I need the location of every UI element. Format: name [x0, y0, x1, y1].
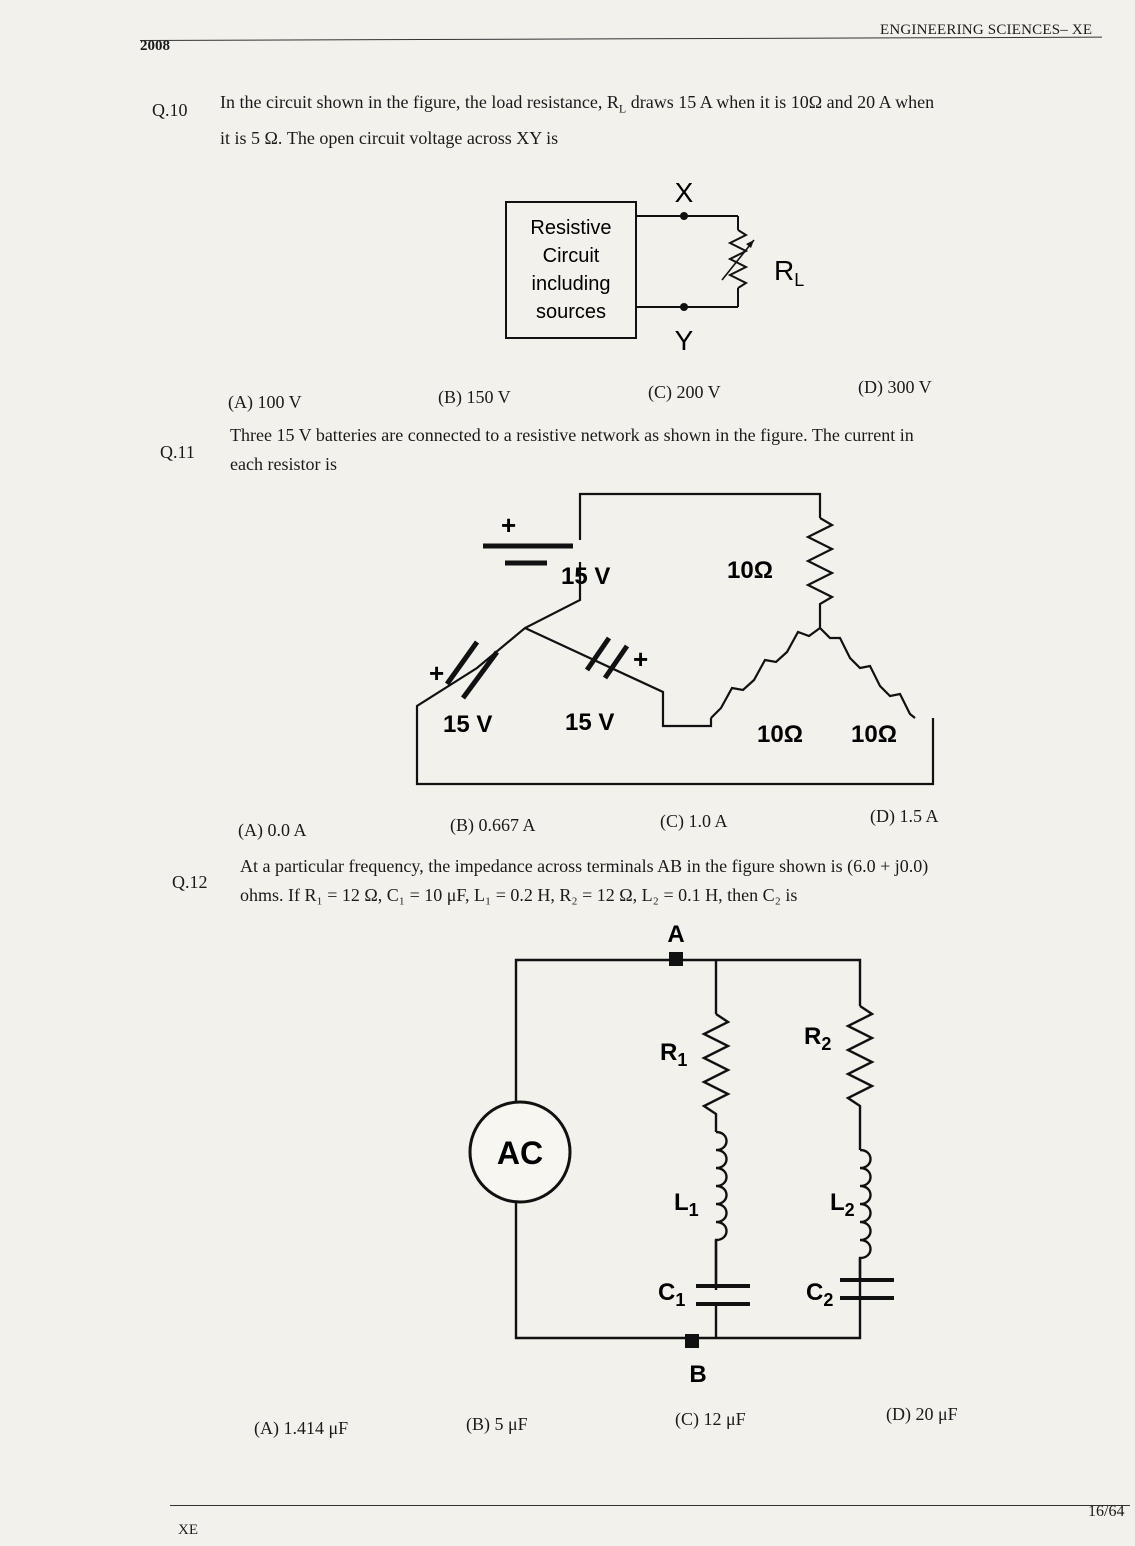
q10-box-line-4: sources [535, 301, 607, 323]
q11-option-a: (A) 0.0 A [238, 820, 307, 840]
q10-label-rl: $R_L$ [774, 255, 805, 290]
q10-option-c: (C) 200 V [648, 382, 721, 402]
q12-label-l2: $L_2$ [830, 1189, 855, 1220]
q11-plus-top: + [501, 510, 517, 540]
q10-number: Q.10 [152, 100, 188, 120]
q12-option-d: (D) 20 μF [886, 1404, 958, 1424]
q10-box-line-3: including [531, 273, 611, 295]
q12-label-c1: $C_1$ [658, 1279, 686, 1310]
q10-circuit-figure [490, 168, 840, 358]
q10-box-line-2: Circuit [542, 245, 600, 267]
q12-circuit-figure [460, 918, 900, 1388]
q10-label-y: Y [674, 325, 694, 356]
q10-terminal-x [680, 212, 688, 220]
q10-terminal-y [680, 303, 688, 311]
q11-plus-mid: + [633, 644, 649, 674]
q11-label-bat-mid: 15 V [565, 709, 615, 736]
q11-label-r-left: 10Ω [757, 721, 803, 748]
q12-option-c: (C) 12 μF [675, 1409, 746, 1429]
footer-rule [170, 1505, 1130, 1506]
q12-label-r2: $R_2$ [804, 1023, 832, 1054]
q12-label-b: B [689, 1361, 707, 1388]
q11-label-bat-left: 15 V [443, 711, 493, 738]
q12-label-r1: $R_1$ [660, 1039, 688, 1070]
q12-terminal-a [669, 952, 683, 966]
q12-terminal-b [685, 1334, 699, 1348]
q11-label-r-right: 10Ω [851, 721, 897, 748]
q12-text: At a particular frequency, the impedance across terminals AB in the figure shown is (6.0 + j0.0) ohms. If R₁ = 12 Ω, C₁ = 10 μF, L₁ = 0.2 H, R₂ = 12 Ω, L₂ = 0.1 H, then C₂ is [240, 856, 929, 905]
q12-number: Q.12 [172, 872, 208, 892]
q10-text: In the circuit shown in the figure, the load resistance, $R_L$ draws 15 A when it is 10Ω and 20 A when it is 5 Ω. The open circuit voltage across XY is [220, 92, 935, 148]
header-year: 2008 [140, 38, 170, 54]
q11-option-d: (D) 1.5 A [870, 806, 939, 826]
footer-page-number: 16/64 [1088, 1503, 1125, 1520]
header-title: ENGINEERING SCIENCES– XE [880, 22, 1093, 38]
footer-code: XE [178, 1522, 198, 1538]
q11-text: Three 15 V batteries are connected to a resistive network as shown in the figure. The current in each resistor is [230, 425, 914, 474]
q11-label-r-top: 10Ω [727, 557, 773, 584]
q12-option-a: (A) 1.414 μF [254, 1418, 349, 1438]
q10-option-b: (B) 150 V [438, 387, 511, 407]
q10-option-a: (A) 100 V [228, 392, 302, 412]
q12-label-a: A [667, 921, 685, 948]
q11-circuit-figure [405, 488, 945, 793]
q11-option-c: (C) 1.0 A [660, 811, 728, 831]
q12-label-l1: $L_1$ [674, 1189, 699, 1220]
q12-label-ac: AC [496, 1135, 544, 1171]
q11-option-b: (B) 0.667 A [450, 815, 536, 835]
q11-label-bat-top: 15 V [561, 563, 611, 590]
q11-number: Q.11 [160, 442, 195, 462]
q12-label-c2: $C_2$ [806, 1279, 834, 1310]
q10-label-x: X [674, 177, 694, 208]
q10-box-line-1: Resistive [530, 217, 612, 239]
q10-option-d: (D) 300 V [858, 377, 932, 397]
q12-option-b: (B) 5 μF [466, 1414, 528, 1434]
q11-plus-left: + [429, 658, 445, 688]
